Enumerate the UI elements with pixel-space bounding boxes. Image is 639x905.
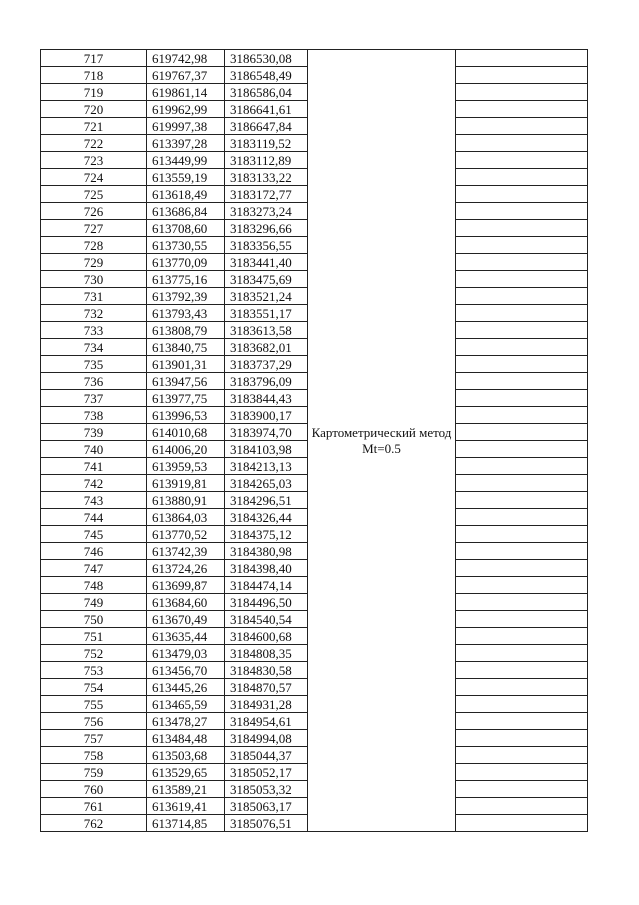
point-number-cell: 750 xyxy=(41,611,147,628)
point-number-cell: 726 xyxy=(41,203,147,220)
x-coordinate-cell: 613456,70 xyxy=(147,662,225,679)
point-number-cell: 735 xyxy=(41,356,147,373)
empty-cell xyxy=(456,577,588,594)
point-number-cell: 754 xyxy=(41,679,147,696)
empty-cell xyxy=(456,356,588,373)
empty-cell xyxy=(456,764,588,781)
point-number-cell: 755 xyxy=(41,696,147,713)
y-coordinate-cell: 3183613,58 xyxy=(225,322,308,339)
empty-cell xyxy=(456,424,588,441)
y-coordinate-cell: 3184994,08 xyxy=(225,730,308,747)
point-number-cell: 757 xyxy=(41,730,147,747)
x-coordinate-cell: 613618,49 xyxy=(147,186,225,203)
empty-cell xyxy=(456,611,588,628)
x-coordinate-cell: 613699,87 xyxy=(147,577,225,594)
point-number-cell: 734 xyxy=(41,339,147,356)
empty-cell xyxy=(456,305,588,322)
x-coordinate-cell: 613478,27 xyxy=(147,713,225,730)
point-number-cell: 744 xyxy=(41,509,147,526)
empty-cell xyxy=(456,220,588,237)
y-coordinate-cell: 3184398,40 xyxy=(225,560,308,577)
empty-cell xyxy=(456,475,588,492)
empty-cell xyxy=(456,101,588,118)
y-coordinate-cell: 3184265,03 xyxy=(225,475,308,492)
x-coordinate-cell: 613503,68 xyxy=(147,747,225,764)
empty-cell xyxy=(456,203,588,220)
y-coordinate-cell: 3184380,98 xyxy=(225,543,308,560)
empty-cell xyxy=(456,696,588,713)
empty-cell xyxy=(456,730,588,747)
empty-cell xyxy=(456,186,588,203)
y-coordinate-cell: 3183521,24 xyxy=(225,288,308,305)
x-coordinate-cell: 613840,75 xyxy=(147,339,225,356)
y-coordinate-cell: 3183133,22 xyxy=(225,169,308,186)
x-coordinate-cell: 613686,84 xyxy=(147,203,225,220)
y-coordinate-cell: 3184830,58 xyxy=(225,662,308,679)
x-coordinate-cell: 613559,19 xyxy=(147,169,225,186)
y-coordinate-cell: 3184931,28 xyxy=(225,696,308,713)
empty-cell xyxy=(456,628,588,645)
y-coordinate-cell: 3184326,44 xyxy=(225,509,308,526)
y-coordinate-cell: 3183475,69 xyxy=(225,271,308,288)
point-number-cell: 718 xyxy=(41,67,147,84)
point-number-cell: 725 xyxy=(41,186,147,203)
point-number-cell: 729 xyxy=(41,254,147,271)
empty-cell xyxy=(456,594,588,611)
empty-cell xyxy=(456,492,588,509)
x-coordinate-cell: 613484,48 xyxy=(147,730,225,747)
x-coordinate-cell: 613714,85 xyxy=(147,815,225,832)
coordinates-table xyxy=(40,49,588,832)
y-coordinate-cell: 3183296,66 xyxy=(225,220,308,237)
x-coordinate-cell: 613808,79 xyxy=(147,322,225,339)
y-coordinate-cell: 3183119,52 xyxy=(225,135,308,152)
y-coordinate-cell: 3184870,57 xyxy=(225,679,308,696)
x-coordinate-cell: 614010,68 xyxy=(147,424,225,441)
y-coordinate-cell: 3184474,14 xyxy=(225,577,308,594)
x-coordinate-cell: 613977,75 xyxy=(147,390,225,407)
empty-cell xyxy=(456,815,588,832)
empty-cell xyxy=(456,645,588,662)
empty-cell xyxy=(456,747,588,764)
y-coordinate-cell: 3183273,24 xyxy=(225,203,308,220)
y-coordinate-cell: 3185044,37 xyxy=(225,747,308,764)
x-coordinate-cell: 613724,26 xyxy=(147,560,225,577)
empty-cell xyxy=(456,118,588,135)
x-coordinate-cell: 613708,60 xyxy=(147,220,225,237)
y-coordinate-cell: 3186548,49 xyxy=(225,67,308,84)
empty-cell xyxy=(456,67,588,84)
x-coordinate-cell: 619962,99 xyxy=(147,101,225,118)
point-number-cell: 736 xyxy=(41,373,147,390)
empty-cell xyxy=(456,543,588,560)
empty-cell xyxy=(456,271,588,288)
y-coordinate-cell: 3185063,17 xyxy=(225,798,308,815)
empty-cell xyxy=(456,390,588,407)
x-coordinate-cell: 613742,39 xyxy=(147,543,225,560)
point-number-cell: 749 xyxy=(41,594,147,611)
point-number-cell: 752 xyxy=(41,645,147,662)
x-coordinate-cell: 613449,99 xyxy=(147,152,225,169)
point-number-cell: 733 xyxy=(41,322,147,339)
y-coordinate-cell: 3186647,84 xyxy=(225,118,308,135)
point-number-cell: 746 xyxy=(41,543,147,560)
x-coordinate-cell: 613397,28 xyxy=(147,135,225,152)
y-coordinate-cell: 3184496,50 xyxy=(225,594,308,611)
x-coordinate-cell: 613684,60 xyxy=(147,594,225,611)
y-coordinate-cell: 3186641,61 xyxy=(225,101,308,118)
point-number-cell: 722 xyxy=(41,135,147,152)
point-number-cell: 737 xyxy=(41,390,147,407)
y-coordinate-cell: 3183974,70 xyxy=(225,424,308,441)
empty-cell xyxy=(456,169,588,186)
y-coordinate-cell: 3184954,61 xyxy=(225,713,308,730)
point-number-cell: 719 xyxy=(41,84,147,101)
y-coordinate-cell: 3184103,98 xyxy=(225,441,308,458)
x-coordinate-cell: 613635,44 xyxy=(147,628,225,645)
point-number-cell: 731 xyxy=(41,288,147,305)
point-number-cell: 741 xyxy=(41,458,147,475)
y-coordinate-cell: 3185053,32 xyxy=(225,781,308,798)
x-coordinate-cell: 613864,03 xyxy=(147,509,225,526)
point-number-cell: 721 xyxy=(41,118,147,135)
y-coordinate-cell: 3184808,35 xyxy=(225,645,308,662)
point-number-cell: 748 xyxy=(41,577,147,594)
point-number-cell: 762 xyxy=(41,815,147,832)
x-coordinate-cell: 613730,55 xyxy=(147,237,225,254)
point-number-cell: 732 xyxy=(41,305,147,322)
point-number-cell: 747 xyxy=(41,560,147,577)
y-coordinate-cell: 3186530,08 xyxy=(225,50,308,67)
y-coordinate-cell: 3183356,55 xyxy=(225,237,308,254)
x-coordinate-cell: 613529,65 xyxy=(147,764,225,781)
x-coordinate-cell: 613619,41 xyxy=(147,798,225,815)
y-coordinate-cell: 3183900,17 xyxy=(225,407,308,424)
y-coordinate-cell: 3183737,29 xyxy=(225,356,308,373)
x-coordinate-cell: 613445,26 xyxy=(147,679,225,696)
x-coordinate-cell: 613775,16 xyxy=(147,271,225,288)
y-coordinate-cell: 3183551,17 xyxy=(225,305,308,322)
point-number-cell: 740 xyxy=(41,441,147,458)
point-number-cell: 760 xyxy=(41,781,147,798)
x-coordinate-cell: 619767,37 xyxy=(147,67,225,84)
point-number-cell: 742 xyxy=(41,475,147,492)
point-number-cell: 717 xyxy=(41,50,147,67)
x-coordinate-cell: 613947,56 xyxy=(147,373,225,390)
table-row xyxy=(41,50,588,67)
y-coordinate-cell: 3186586,04 xyxy=(225,84,308,101)
y-coordinate-cell: 3185052,17 xyxy=(225,764,308,781)
point-number-cell: 753 xyxy=(41,662,147,679)
empty-cell xyxy=(456,458,588,475)
x-coordinate-cell: 619742,98 xyxy=(147,50,225,67)
method-cell: Картометрический метод Mt=0.5 xyxy=(308,50,456,832)
empty-cell xyxy=(456,441,588,458)
empty-cell xyxy=(456,798,588,815)
point-number-cell: 730 xyxy=(41,271,147,288)
x-coordinate-cell: 613465,59 xyxy=(147,696,225,713)
x-coordinate-cell: 613996,53 xyxy=(147,407,225,424)
point-number-cell: 738 xyxy=(41,407,147,424)
point-number-cell: 758 xyxy=(41,747,147,764)
x-coordinate-cell: 613901,31 xyxy=(147,356,225,373)
empty-cell xyxy=(456,288,588,305)
x-coordinate-cell: 613770,09 xyxy=(147,254,225,271)
point-number-cell: 759 xyxy=(41,764,147,781)
y-coordinate-cell: 3183844,43 xyxy=(225,390,308,407)
x-coordinate-cell: 613793,43 xyxy=(147,305,225,322)
y-coordinate-cell: 3183172,77 xyxy=(225,186,308,203)
point-number-cell: 720 xyxy=(41,101,147,118)
y-coordinate-cell: 3184296,51 xyxy=(225,492,308,509)
empty-cell xyxy=(456,322,588,339)
point-number-cell: 745 xyxy=(41,526,147,543)
point-number-cell: 751 xyxy=(41,628,147,645)
empty-cell xyxy=(456,781,588,798)
point-number-cell: 743 xyxy=(41,492,147,509)
y-coordinate-cell: 3184375,12 xyxy=(225,526,308,543)
y-coordinate-cell: 3183682,01 xyxy=(225,339,308,356)
y-coordinate-cell: 3183112,89 xyxy=(225,152,308,169)
x-coordinate-cell: 619997,38 xyxy=(147,118,225,135)
point-number-cell: 761 xyxy=(41,798,147,815)
x-coordinate-cell: 613919,81 xyxy=(147,475,225,492)
empty-cell xyxy=(456,713,588,730)
empty-cell xyxy=(456,254,588,271)
point-number-cell: 739 xyxy=(41,424,147,441)
empty-cell xyxy=(456,560,588,577)
y-coordinate-cell: 3184600,68 xyxy=(225,628,308,645)
empty-cell xyxy=(456,237,588,254)
x-coordinate-cell: 613589,21 xyxy=(147,781,225,798)
y-coordinate-cell: 3183441,40 xyxy=(225,254,308,271)
x-coordinate-cell: 614006,20 xyxy=(147,441,225,458)
y-coordinate-cell: 3184540,54 xyxy=(225,611,308,628)
empty-cell xyxy=(456,509,588,526)
x-coordinate-cell: 619861,14 xyxy=(147,84,225,101)
y-coordinate-cell: 3185076,51 xyxy=(225,815,308,832)
empty-cell xyxy=(456,679,588,696)
x-coordinate-cell: 613959,53 xyxy=(147,458,225,475)
point-number-cell: 728 xyxy=(41,237,147,254)
x-coordinate-cell: 613880,91 xyxy=(147,492,225,509)
empty-cell xyxy=(456,339,588,356)
point-number-cell: 724 xyxy=(41,169,147,186)
empty-cell xyxy=(456,373,588,390)
empty-cell xyxy=(456,526,588,543)
empty-cell xyxy=(456,84,588,101)
y-coordinate-cell: 3184213,13 xyxy=(225,458,308,475)
empty-cell xyxy=(456,135,588,152)
point-number-cell: 723 xyxy=(41,152,147,169)
empty-cell xyxy=(456,407,588,424)
x-coordinate-cell: 613792,39 xyxy=(147,288,225,305)
x-coordinate-cell: 613479,03 xyxy=(147,645,225,662)
point-number-cell: 727 xyxy=(41,220,147,237)
empty-cell xyxy=(456,152,588,169)
point-number-cell: 756 xyxy=(41,713,147,730)
x-coordinate-cell: 613770,52 xyxy=(147,526,225,543)
empty-cell xyxy=(456,662,588,679)
y-coordinate-cell: 3183796,09 xyxy=(225,373,308,390)
x-coordinate-cell: 613670,49 xyxy=(147,611,225,628)
coordinates-table-body xyxy=(41,50,588,832)
empty-cell xyxy=(456,50,588,67)
